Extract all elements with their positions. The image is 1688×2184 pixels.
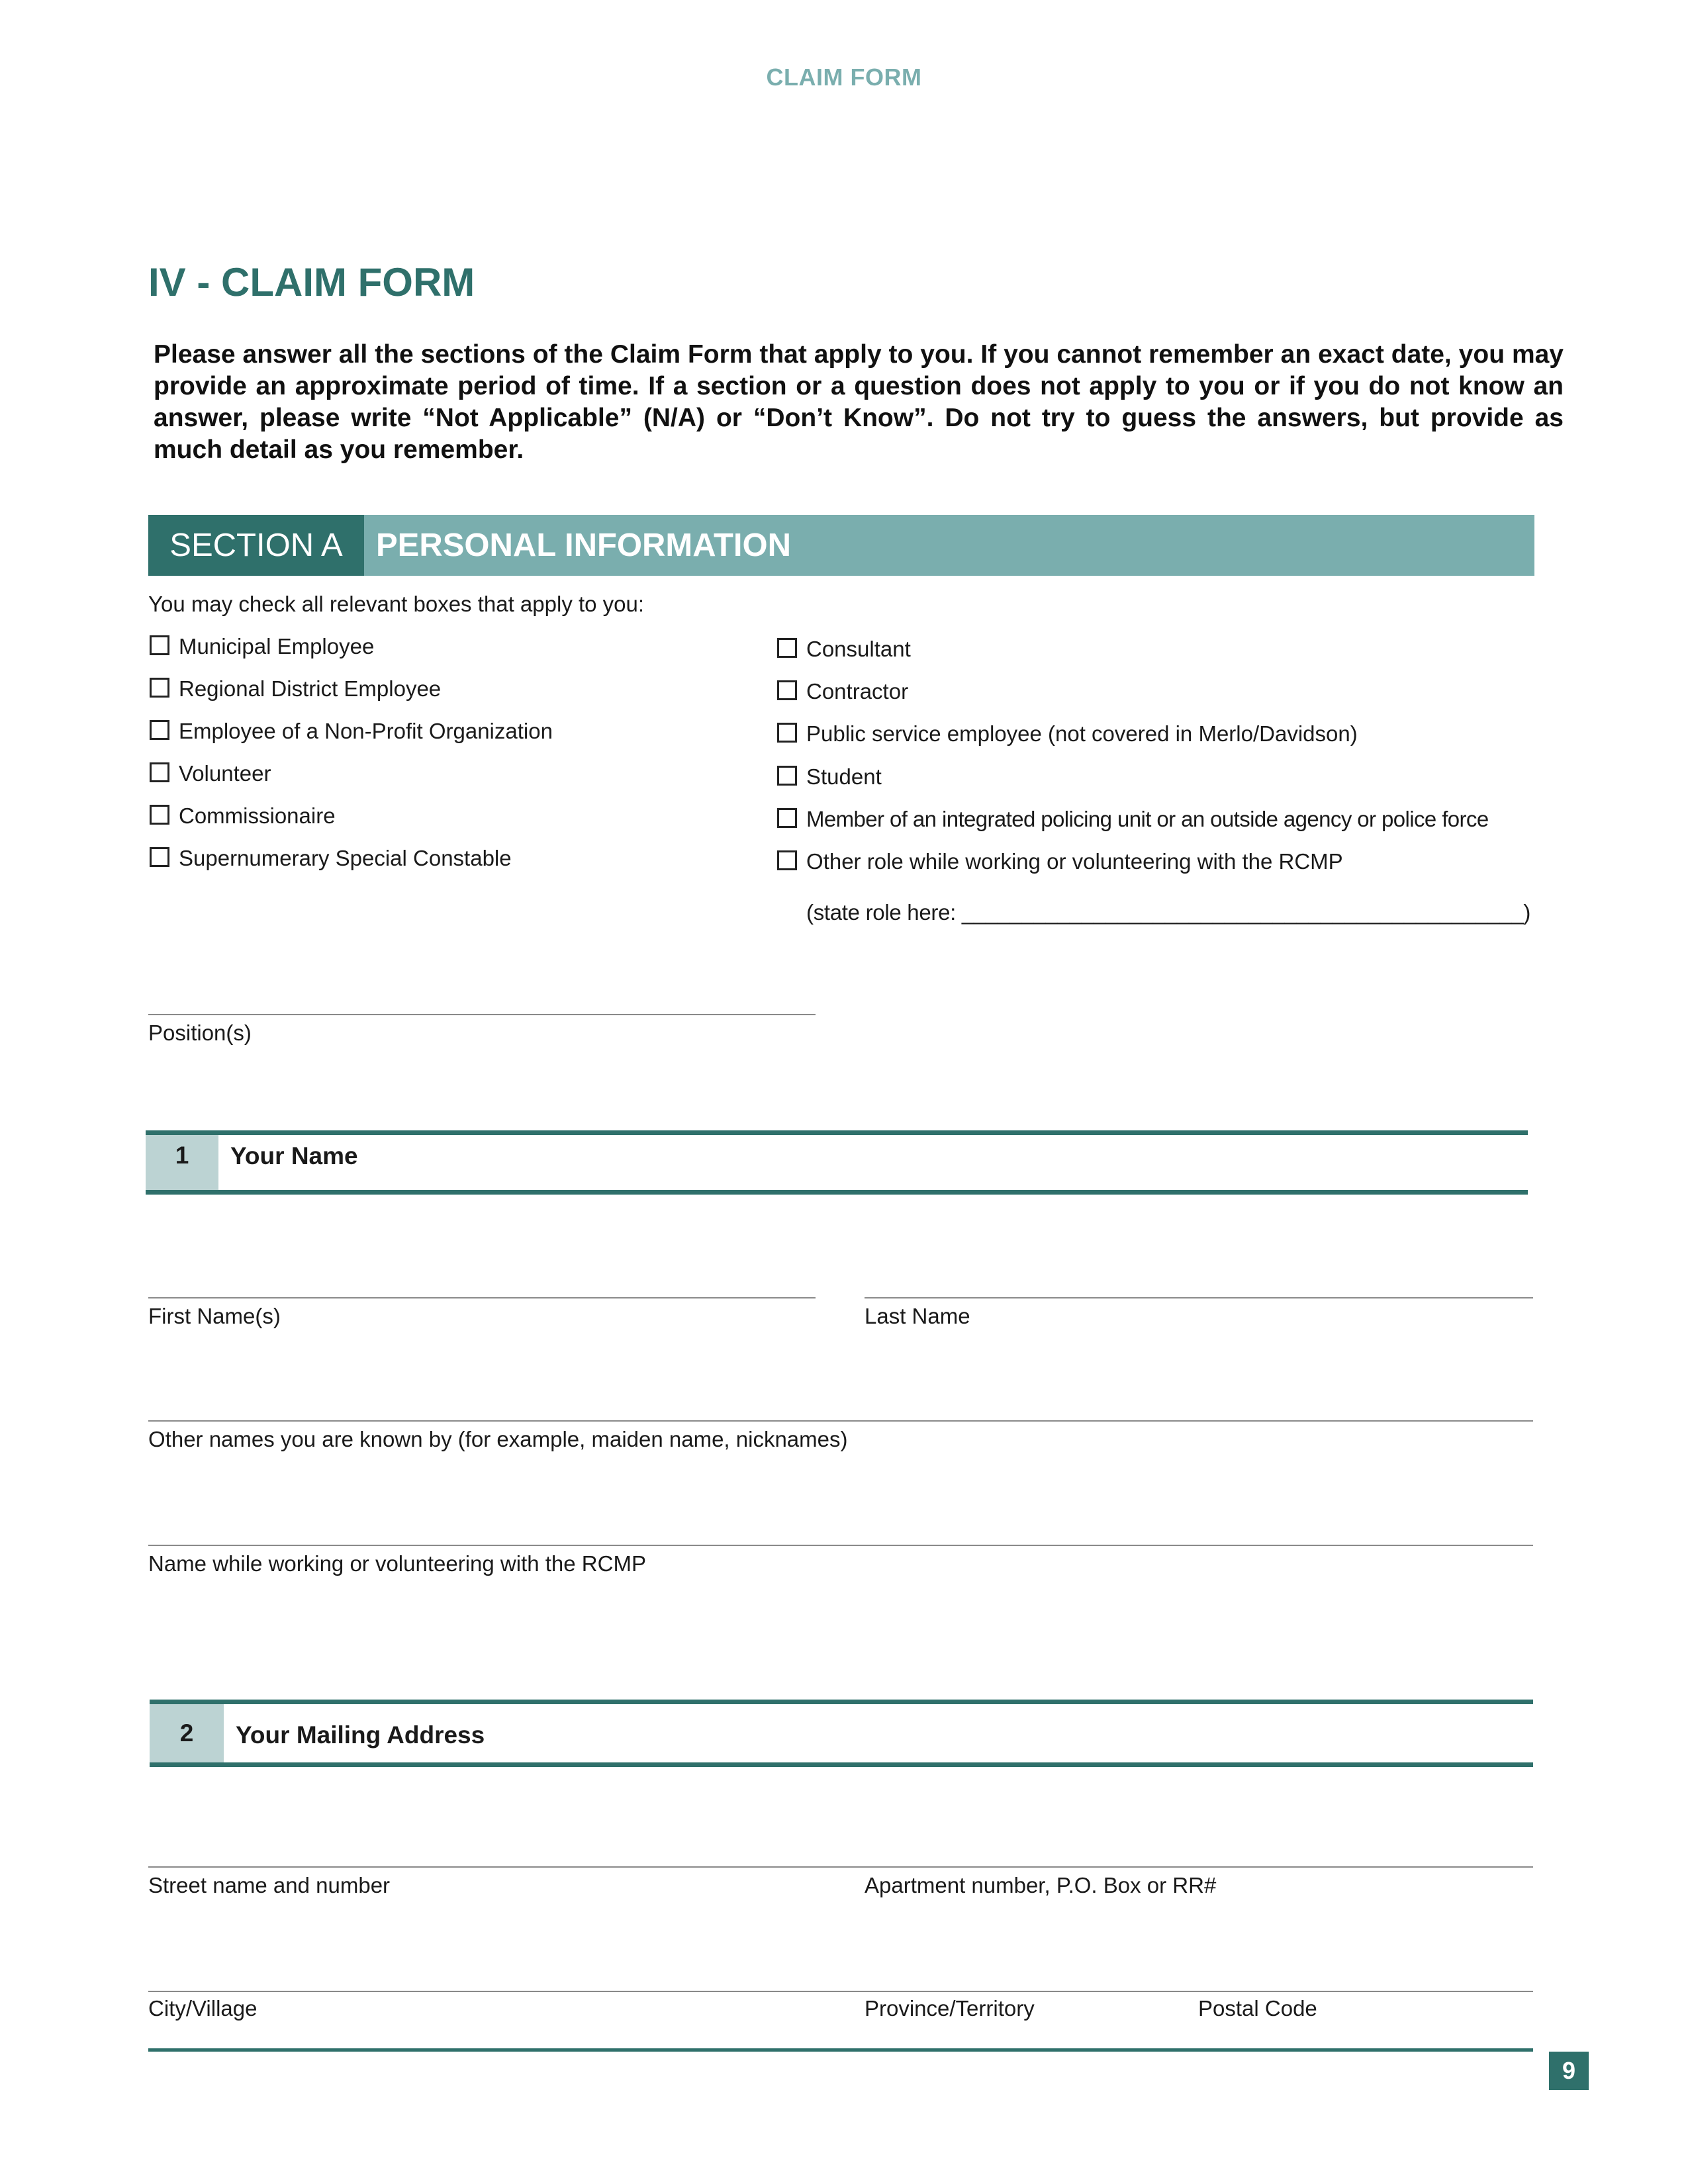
- option-label: Other role while working or volunteering with the RCMP: [806, 849, 1343, 874]
- checkbox[interactable]: [777, 723, 797, 743]
- section-tag: SECTION A: [148, 515, 364, 576]
- checkbox[interactable]: [777, 638, 797, 658]
- checkbox-instructions: You may check all relevant boxes that apply to you:: [148, 592, 645, 616]
- last-name-label: Last Name: [865, 1304, 970, 1328]
- city-input-line[interactable]: [148, 1991, 1533, 1992]
- checkbox[interactable]: [150, 847, 169, 867]
- footer-rule: [148, 2048, 1533, 2052]
- section-title: PERSONAL INFORMATION: [376, 527, 792, 563]
- q1-top-rule: [146, 1130, 1528, 1135]
- rcmp-name-input-line[interactable]: [148, 1545, 1533, 1546]
- q2-bottom-rule: [150, 1762, 1533, 1767]
- intro-paragraph: Please answer all the sections of the Claim Form that apply to you. If you cannot remember an exact date, you may provide an approximate period of time. If a section or a question does not apply to you or if you do not know an answer, please write “Not Applicable” (N/A) or “Don’t Know”. Do not try to guess the answers, but provide as much detail as you remember.: [154, 340, 1564, 464]
- checkbox[interactable]: [150, 635, 169, 655]
- q2-title: Your Mailing Address: [236, 1721, 485, 1749]
- first-name-input-line[interactable]: [148, 1297, 816, 1298]
- option-label: Member of an integrated policing unit or an outside agency or police force: [806, 807, 1489, 831]
- q1-bottom-rule: [146, 1190, 1528, 1195]
- checkbox[interactable]: [150, 678, 169, 698]
- checkbox[interactable]: [777, 766, 797, 786]
- checkbox[interactable]: [777, 680, 797, 700]
- page-number: 9: [1549, 2052, 1589, 2090]
- other-names-input-line[interactable]: [148, 1420, 1533, 1422]
- checkbox[interactable]: [777, 850, 797, 870]
- checkbox[interactable]: [777, 808, 797, 828]
- last-name-input-line[interactable]: [865, 1297, 1533, 1298]
- q1-title: Your Name: [230, 1142, 358, 1169]
- q2-top-rule: [150, 1700, 1533, 1704]
- province-label: Province/Territory: [865, 1996, 1035, 2021]
- street-input-line[interactable]: [148, 1866, 1533, 1868]
- option-label: Supernumerary Special Constable: [179, 846, 512, 870]
- other-names-label: Other names you are known by (for example, maiden name, nicknames): [148, 1427, 848, 1451]
- page-title: IV - CLAIM FORM: [148, 260, 475, 304]
- option-label: Volunteer: [179, 761, 271, 786]
- section-a-header: [148, 515, 1534, 576]
- option-label: Contractor: [806, 679, 909, 704]
- option-label: Commissionaire: [179, 803, 336, 828]
- option-label: Regional District Employee: [179, 676, 442, 701]
- city-label: City/Village: [148, 1996, 258, 2021]
- running-header: CLAIM FORM: [766, 64, 922, 91]
- apartment-label: Apartment number, P.O. Box or RR#: [865, 1873, 1217, 1897]
- q1-number: 1: [146, 1135, 218, 1190]
- option-label: Employee of a Non-Profit Organization: [179, 719, 553, 743]
- street-label: Street name and number: [148, 1873, 391, 1897]
- q2-number: 2: [150, 1704, 224, 1762]
- option-label: Consultant: [806, 637, 911, 661]
- rcmp-name-label: Name while working or volunteering with the RCMP: [148, 1551, 646, 1576]
- checkbox[interactable]: [150, 805, 169, 825]
- first-name-label: First Name(s): [148, 1304, 281, 1328]
- checkbox[interactable]: [150, 720, 169, 740]
- position-label: Position(s): [148, 1021, 252, 1045]
- state-role-field[interactable]: (state role here: _______________________________________________): [806, 900, 1531, 925]
- checkbox[interactable]: [150, 762, 169, 782]
- position-input-line[interactable]: [148, 1014, 816, 1015]
- option-label: Municipal Employee: [179, 634, 375, 659]
- option-label: Public service employee (not covered in Merlo/Davidson): [806, 721, 1358, 746]
- postal-code-label: Postal Code: [1198, 1996, 1317, 2021]
- option-label: Student: [806, 764, 882, 789]
